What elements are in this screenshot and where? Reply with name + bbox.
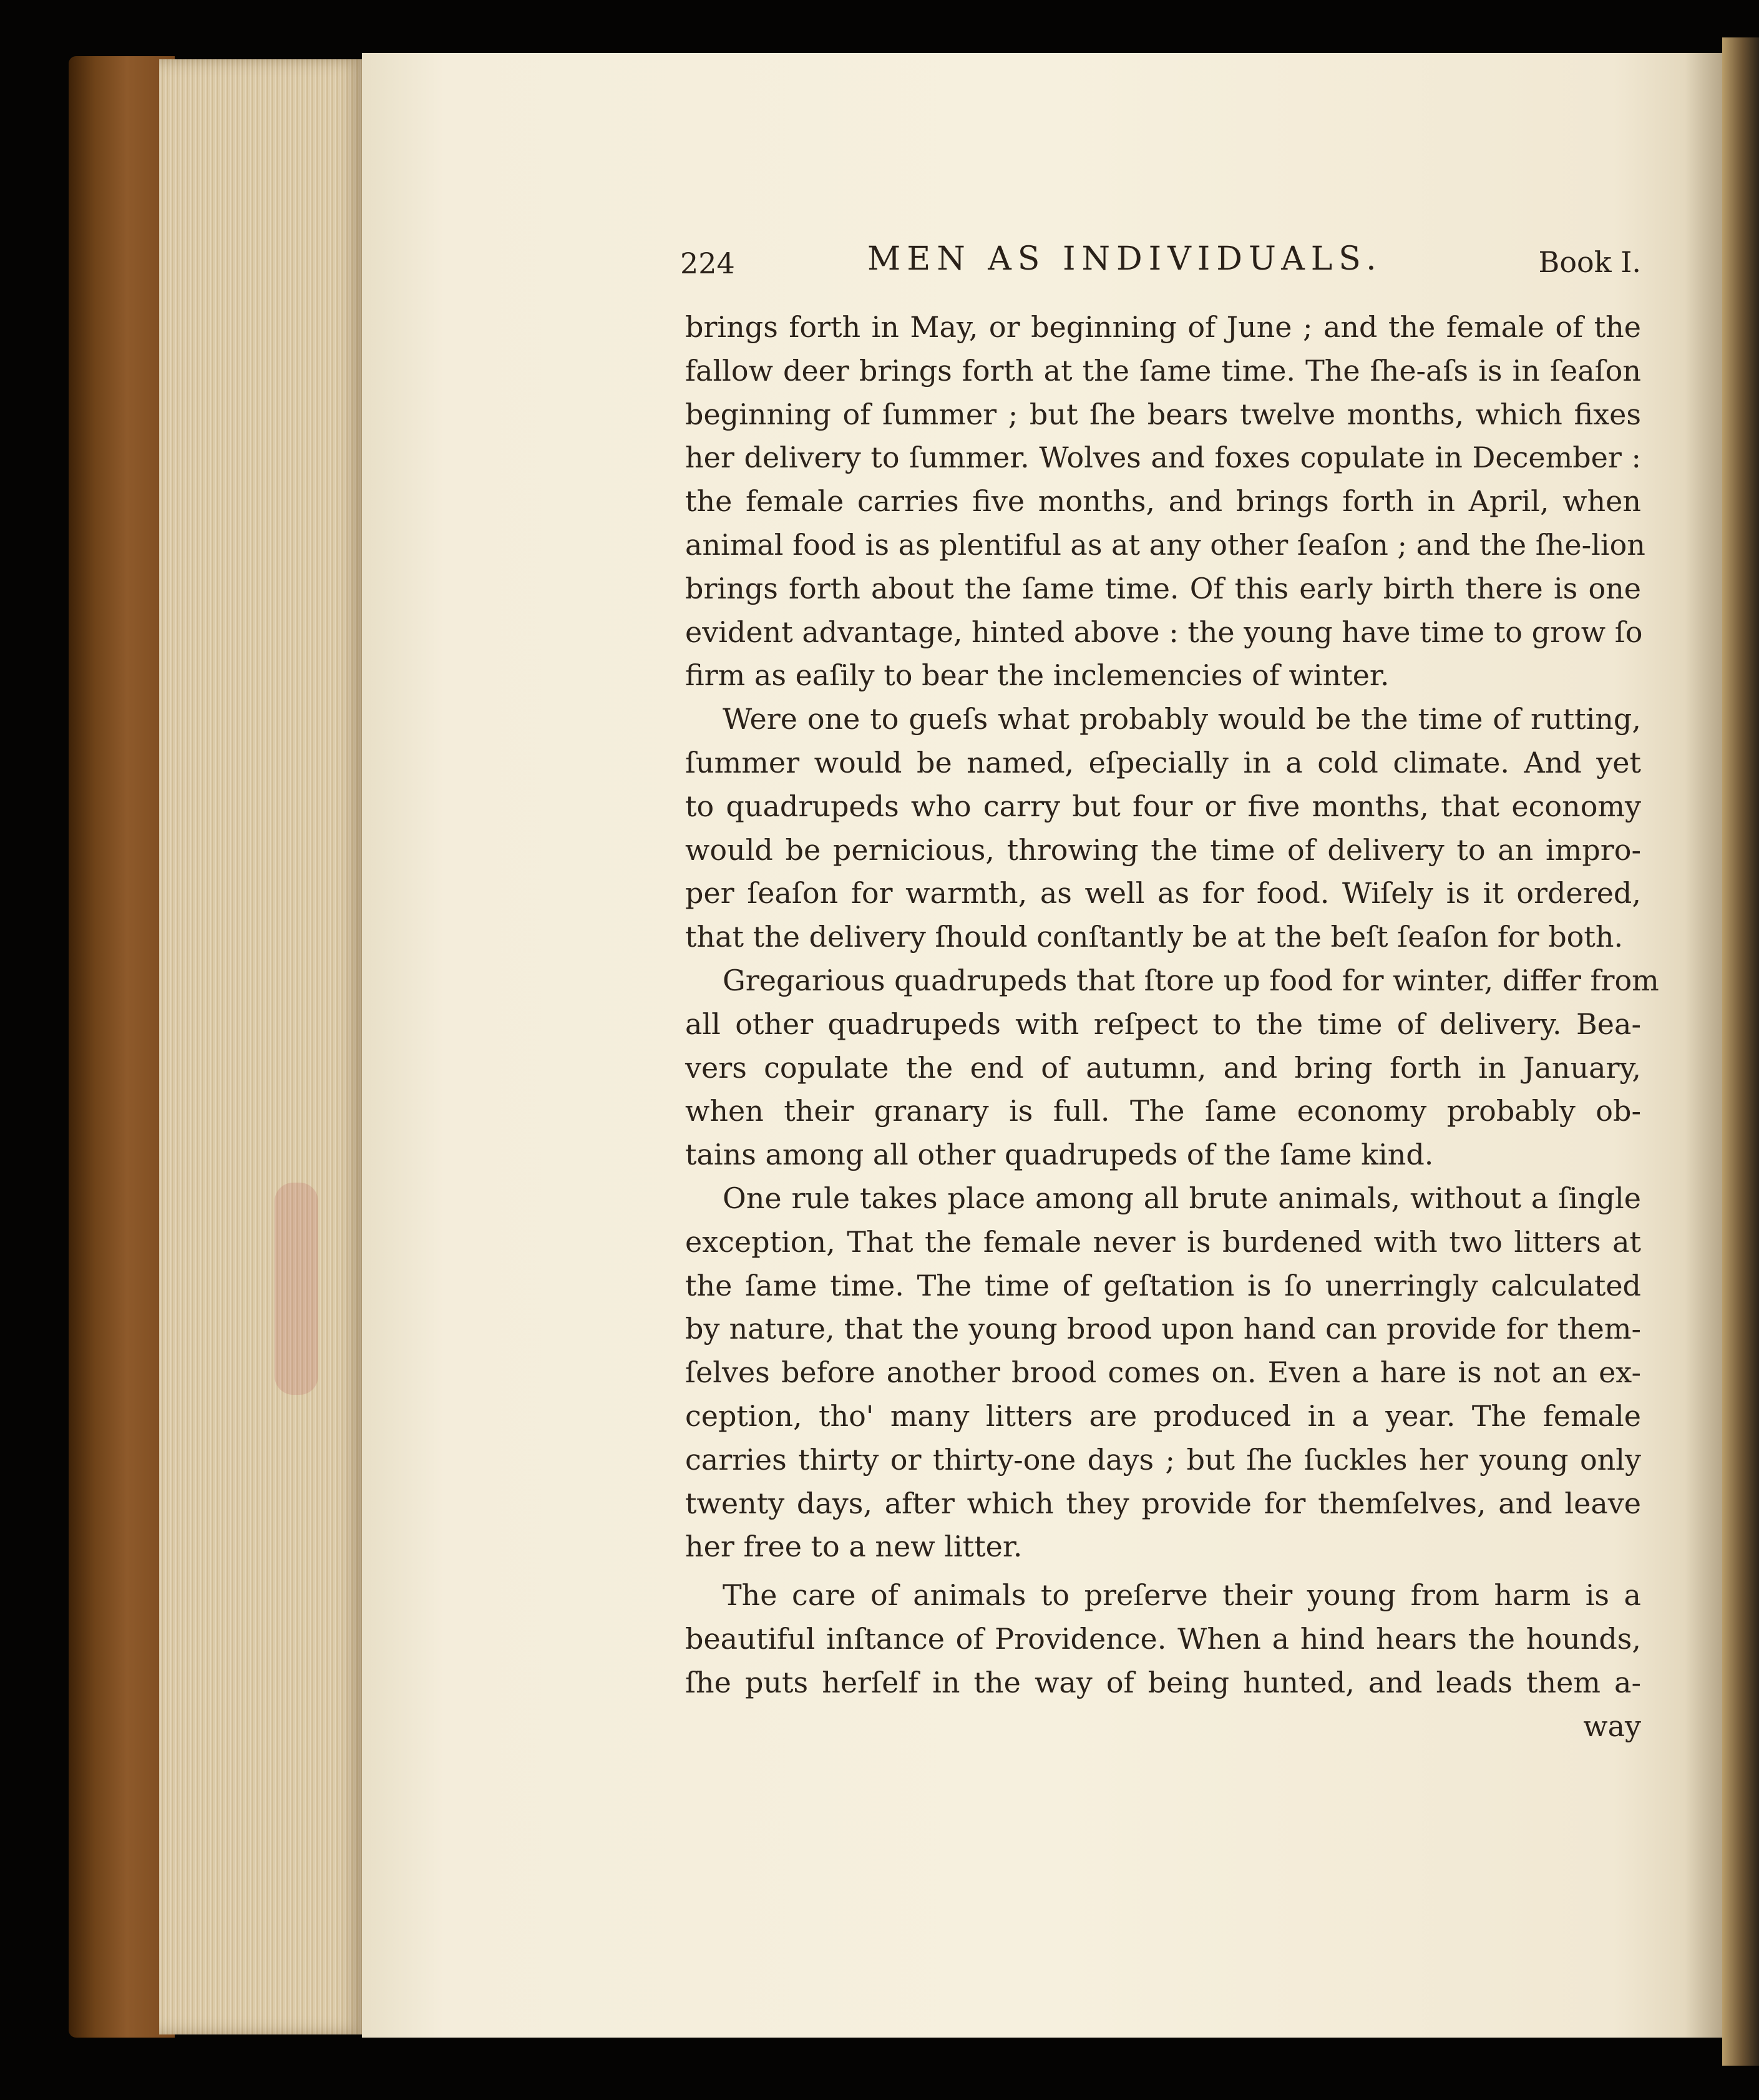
paragraph: [685, 959, 1659, 1177]
text-line: the ſame time. The time of geſtation is ſo unerringly calculated: [685, 1268, 1641, 1302]
text-line: beautiful inſtance of Providence. When a hind hears the hounds,: [685, 1621, 1641, 1656]
text-line: the female carries five months, and brings forth in April, when: [685, 484, 1641, 519]
text-line: The care of animals to preſerve their young from harm is a: [723, 1578, 1641, 1613]
paragraph: [685, 698, 1641, 959]
text-line: ſhe puts herſelf in the way of being hunted, and leads them a-: [685, 1665, 1641, 1699]
paragraph: [685, 306, 1645, 698]
text-line: vers copulate the end of autumn, and bring forth in January,: [685, 1050, 1641, 1085]
text-line: per ſeaſon for warmth, as well as for food. Wiſely is it ordered,: [685, 876, 1641, 911]
catchword: way: [1583, 1709, 1641, 1743]
text-line: evident advantage, hinted above : the young have time to grow ſo: [685, 615, 1643, 649]
text-line: to quadrupeds who carry but four or five months, that economy: [685, 789, 1641, 823]
paragraph: [685, 1574, 1641, 1704]
text-line: her free to a new litter.: [685, 1530, 1023, 1564]
text-line: twenty days, after which they provide for themſelves, and leave: [685, 1486, 1641, 1520]
facing-page-edge: [1722, 37, 1759, 2066]
text-line: Were one to gueſs what probably would be the time of rutting,: [723, 702, 1641, 736]
text-line: exception, That the female never is burdened with two litters at: [685, 1224, 1641, 1259]
text-line: brings forth about the ſame time. Of this early birth there is one: [685, 571, 1641, 605]
text-line: firm as eaſily to bear the inclemencies of winter.: [685, 658, 1390, 693]
text-line: One rule takes place among all brute animals, without a ſingle: [723, 1181, 1641, 1215]
text-line: ſummer would be named, eſpecially in a cold climate. And yet: [685, 745, 1641, 779]
text-line: animal food is as plentiful as at any other ſeaſon ; and the ſhe-lion: [685, 527, 1645, 562]
paragraph: [685, 1177, 1641, 1569]
text-line: would be pernicious, throwing the time of delivery to an impro-: [685, 833, 1641, 867]
body-text: [685, 306, 1659, 1748]
text-line: brings forth in May, or beginning of June ; and the female of the: [685, 310, 1641, 344]
text-line: ſelves before another brood comes on. Even a hare is not an ex-: [685, 1355, 1641, 1390]
page-edges: [159, 59, 365, 2034]
book-label: Book I.: [1538, 245, 1641, 279]
running-title: MEN AS INDIVIDUALS.: [867, 240, 1383, 278]
page-number: 224: [680, 247, 735, 280]
text-line: beginning of ſummer ; but ſhe bears twelve months, which fixes: [685, 397, 1641, 431]
text-line: her delivery to ſummer. Wolves and foxes copulate in December :: [685, 441, 1641, 475]
text-line: carries thirty or thirty-one days ; but ſhe ſuckles her young only: [685, 1442, 1641, 1477]
text-line: tains among all other quadrupeds of the ſame kind.: [685, 1138, 1434, 1172]
running-header: [680, 240, 1641, 290]
text-line: ception, tho' many litters are produced in a year. The female: [685, 1399, 1641, 1433]
text-line: by nature, that the young brood upon hand can provide for them-: [685, 1312, 1641, 1346]
page-edge-stain: [275, 1183, 318, 1395]
text-line: that the delivery ſhould conſtantly be at the beſt ſeaſon for both.: [685, 920, 1624, 954]
text-line: fallow deer brings forth at the ſame time. The ſhe-aſs is in ſeaſon: [685, 353, 1641, 388]
text-line: all other quadrupeds with reſpect to the time of delivery. Bea-: [685, 1007, 1641, 1041]
text-line: Gregarious quadrupeds that ſtore up food for winter, differ from: [723, 963, 1659, 997]
text-line: when their granary is full. The ſame economy probably ob-: [685, 1094, 1641, 1128]
